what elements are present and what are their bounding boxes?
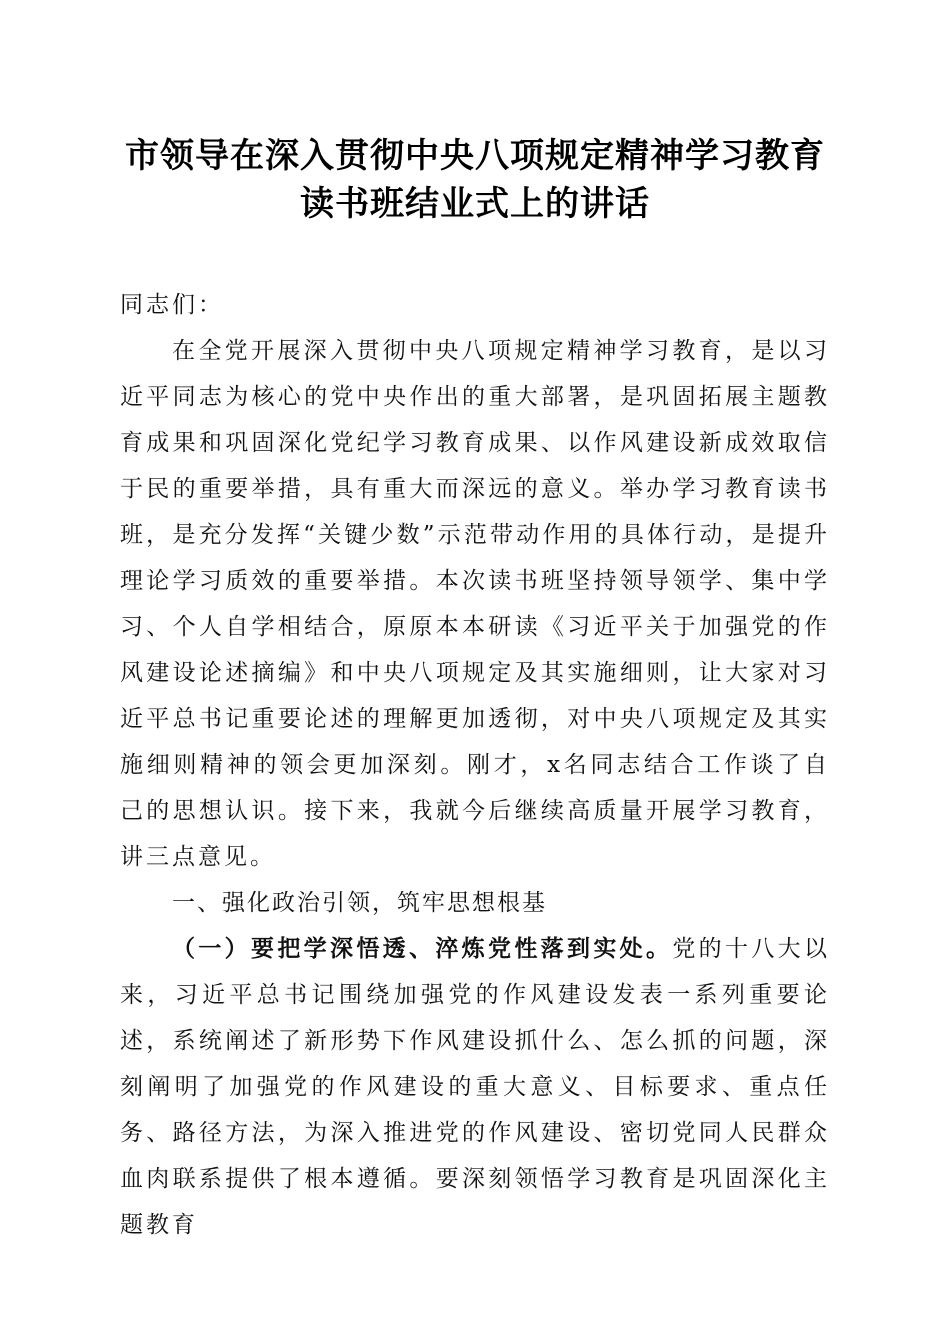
paragraph-intro: 在全党开展深入贯彻中央八项规定精神学习教育，是以习近平同志为核心的党中央作出的重大部署，是巩固拓展主题教育成果和巩固深化党纪学习教育成果、以作风建设新成效取信于民的重要举措，具有重大而深远的意义。举办学习教育读书班，是充分发挥“关键少数”示范带动作用的具体行动，是提升理论学习质效的重要举措。本次读书班坚持领导领学、集中学习、个人自学相结合，原原本本研读《习近平关于加强党的作风建设论述摘编》和中央八项规定及其实施细则，让大家对习近平总书记重要论述的理解更加透彻，对中央八项规定及其实施细则精神的领会更加深刻。刚才，x名同志结合工作谈了自己的思想认识。接下来，我就今后继续高质量开展学习教育，讲三点意见。 xyxy=(120,338,830,870)
title-line-1: 市领导在深入贯彻中央八项规定精神学习教育 xyxy=(125,136,825,176)
salutation: 同志们： xyxy=(120,292,224,318)
title-line-2: 读书班结业式上的讲话 xyxy=(300,184,650,224)
document-title xyxy=(120,132,830,228)
paragraph-subsection-1 xyxy=(120,926,830,1248)
subsection-text-1: 党的十八大以来，习近平总书记围绕加强党的作风建设发表一系列重要论述，系统阐述了新形势下作风建设抓什么、怎么抓的问题，深刻阐明了加强党的作风建设的重大意义、目标要求、重点任务、路径方法，为深入推进党的作风建设、密切党同人民群众血肉联系提供了根本遵循。要深刻领悟学习教育是巩固深化主题教育 xyxy=(120,936,831,1238)
document-body xyxy=(120,282,830,1248)
subsection-heading-1: （一）要把学深悟透、淬炼党性落到实处。 xyxy=(172,935,673,962)
section-heading-1: 一、强化政治引领，筑牢思想根基 xyxy=(172,890,547,916)
